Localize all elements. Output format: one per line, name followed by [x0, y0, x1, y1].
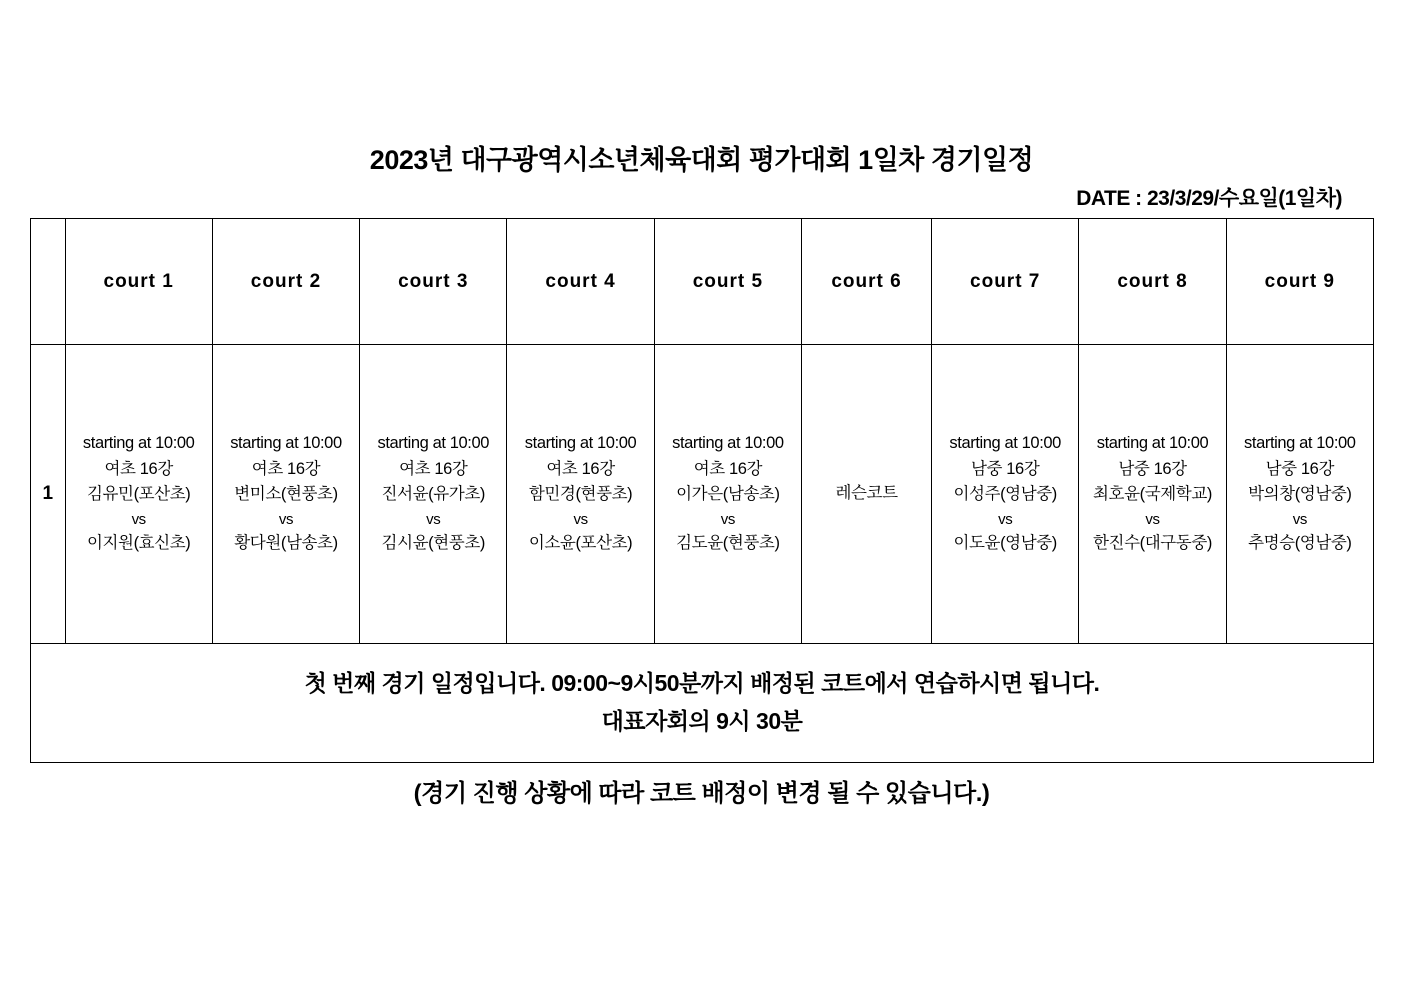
table-row — [31, 345, 1374, 644]
match-player-2: 김시윤(현풍초) — [381, 534, 485, 553]
match-vs: vs — [720, 510, 735, 528]
lesson-court-label: 레슨코트 — [835, 484, 898, 503]
match-cell-court-1 — [65, 345, 212, 644]
column-header-court-3: court 3 — [360, 219, 507, 345]
match-start-time: starting at 10:00 — [949, 434, 1061, 453]
footer-note: (경기 진행 상황에 따라 코트 배정이 변경 될 수 있습니다.) — [413, 780, 990, 807]
match-cell-court-3 — [360, 345, 507, 644]
column-header-court-9: court 9 — [1226, 219, 1373, 345]
match-start-time: starting at 10:00 — [672, 434, 784, 453]
match-cell-court-2 — [212, 345, 359, 644]
match-player-1: 진서윤(유가초) — [381, 485, 485, 504]
match-player-2: 이도윤(영남중) — [953, 534, 1057, 553]
match-start-time: starting at 10:00 — [230, 434, 342, 453]
match-vs: vs — [573, 510, 588, 528]
match-player-2: 한진수(대구동중) — [1093, 534, 1212, 553]
notice-cell — [31, 644, 1374, 763]
schedule-table — [30, 218, 1374, 763]
match-player-1: 함민경(현풍초) — [528, 485, 633, 504]
match-start-time: starting at 10:00 — [1244, 434, 1356, 453]
column-header-court-7: court 7 — [932, 219, 1079, 345]
match-player-2: 김도윤(현풍초) — [676, 534, 780, 553]
notice-line-2: 대표자회의 9시 30분 — [601, 708, 803, 734]
match-division: 남중 16강 — [1118, 459, 1187, 478]
match-start-time: starting at 10:00 — [1096, 434, 1209, 453]
column-header-court-4: court 4 — [507, 219, 654, 345]
match-player-2: 이소윤(포산초) — [528, 534, 633, 553]
match-player-1: 이성주(영남중) — [953, 485, 1057, 504]
column-header-court-1: court 1 — [65, 219, 212, 345]
match-player-2: 황다원(남송초) — [234, 534, 338, 553]
row-index: 1 — [31, 345, 66, 644]
match-cell-court-9 — [1226, 345, 1373, 644]
notice-line-1: 첫 번째 경기 일정입니다. 09:00~9시50분까지 배정된 코트에서 연습하시면 됩니다. — [304, 670, 1100, 697]
match-start-time: starting at 10:00 — [377, 434, 490, 453]
match-player-1: 이가은(남송초) — [676, 485, 780, 504]
match-cell-court-4 — [507, 345, 654, 644]
match-vs: vs — [998, 510, 1013, 528]
match-cell-court-8 — [1079, 345, 1226, 644]
match-division: 남중 16강 — [971, 459, 1040, 478]
match-division: 여초 16강 — [546, 459, 615, 478]
match-division: 여초 16강 — [399, 459, 468, 478]
match-division: 여초 16강 — [251, 459, 321, 478]
match-start-time: starting at 10:00 — [82, 434, 195, 453]
column-header-court-8: court 8 — [1079, 219, 1226, 345]
match-player-2: 이지원(효신초) — [86, 534, 191, 553]
column-header-court-5: court 5 — [654, 219, 801, 345]
match-player-1: 김유민(포산초) — [86, 485, 191, 504]
match-division: 여초 16강 — [693, 459, 763, 478]
column-header-court-2: court 2 — [212, 219, 359, 345]
match-division: 여초 16강 — [104, 459, 173, 478]
date-label: DATE : 23/3/29/수요일(1일차) — [1076, 187, 1342, 210]
match-player-1: 박의창(영남중) — [1248, 485, 1352, 504]
match-cell-court-5 — [654, 345, 801, 644]
match-vs: vs — [278, 510, 294, 528]
table-header-row — [31, 219, 1374, 345]
match-player-1: 변미소(현풍초) — [234, 485, 338, 504]
match-player-2: 추명승(영남중) — [1248, 534, 1352, 553]
notice-row — [31, 644, 1374, 763]
match-cell-court-6 — [802, 345, 932, 644]
column-header-court-6: court 6 — [802, 219, 932, 345]
match-vs: vs — [1145, 510, 1160, 528]
match-division: 남중 16강 — [1265, 459, 1334, 478]
page-title: 2023년 대구광역시소년체육대회 평가대회 1일차 경기일정 — [369, 145, 1034, 175]
column-header-index — [31, 219, 66, 345]
match-cell-court-7 — [932, 345, 1079, 644]
match-start-time: starting at 10:00 — [524, 434, 637, 453]
match-vs: vs — [426, 510, 441, 528]
match-vs: vs — [1292, 510, 1307, 528]
match-player-1: 최호윤(국제학교) — [1093, 485, 1212, 504]
match-vs: vs — [131, 510, 146, 528]
